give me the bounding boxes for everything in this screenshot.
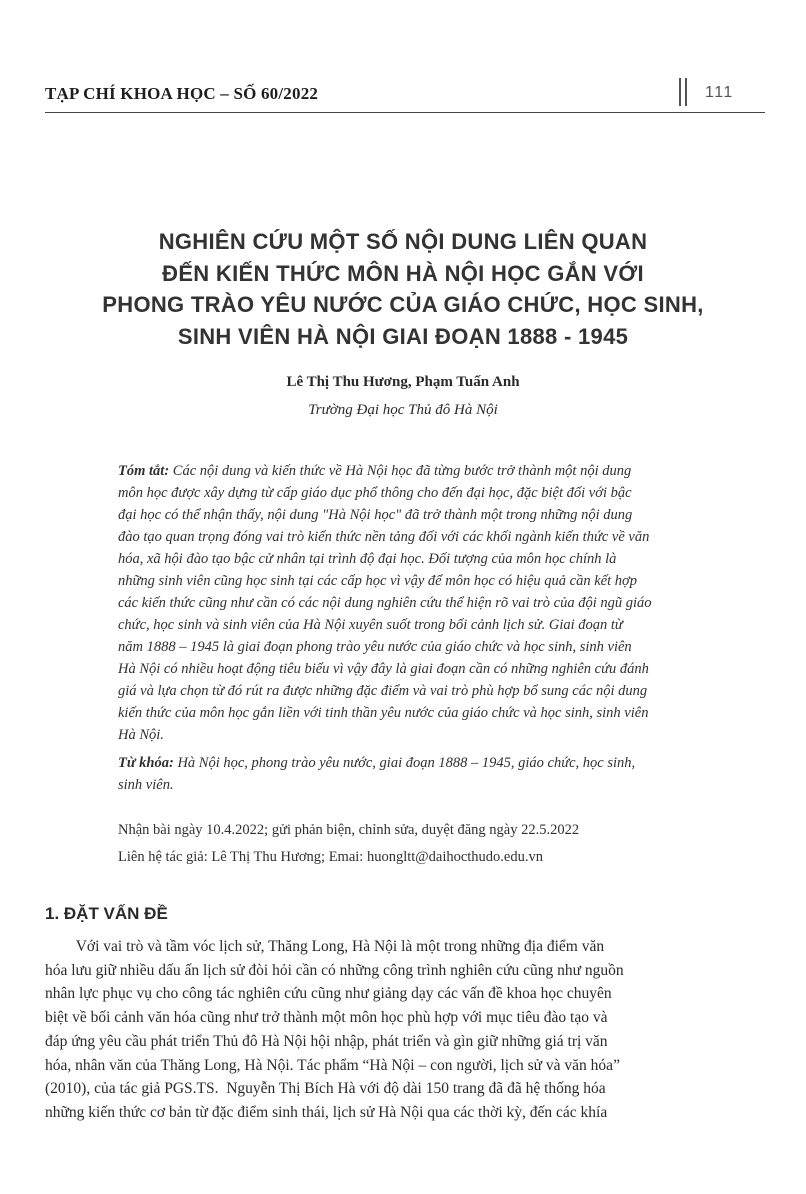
abstract-line: kiến thức của môn học gắn liền với tinh thần yêu nước của giáo chức và học sinh, sinh viên xyxy=(118,705,649,721)
body-line: những kiến thức cơ bản từ đặc điểm sinh thái, lịch sử Hà Nội qua các thời kỳ, đến các khía xyxy=(45,1103,608,1121)
abstract-line: Hà Nội. xyxy=(118,727,164,743)
title-line: SINH VIÊN HÀ NỘI GIAI ĐOẠN 1888 - 1945 xyxy=(177,323,629,349)
abstract-line: Hà Nội có nhiều hoạt động tiêu biểu vì vậy đây là giai đoạn cần có những nghiên cứu đánh xyxy=(118,661,649,677)
abstract-line: hóa, xã hội đào tạo bậc cử nhân tại trình độ đại học. Đối tượng của môn học chính là xyxy=(118,551,617,567)
keywords: Từ khóa: Hà Nội học, phong trào yêu nước, giai đoạn 1888 – 1945, giáo chức, học sinh, sinh viên. xyxy=(118,755,636,793)
title-line: PHONG TRÀO YÊU NƯỚC CỦA GIÁO CHỨC, HỌC SINH, xyxy=(102,292,704,317)
abstract xyxy=(118,460,746,746)
abstract-line: đào tạo quan trọng đóng vai trò kiến thức nền tảng đối với các khối ngành kiến thức về văn xyxy=(118,529,650,545)
abstract-label: Tóm tắt: xyxy=(118,463,170,479)
body-line: Với vai trò và tầm vóc lịch sử, Thăng Long, Hà Nội là một trong những địa điểm văn xyxy=(45,938,605,955)
author-contact: Liên hệ tác giả: Lê Thị Thu Hương; Emai: huongltt@daihocthudo.edu.vn xyxy=(118,849,543,865)
abstract-line: chức, học sinh và sinh viên của Hà Nội xuyên suốt trong bối cảnh lịch sử. Giai đoạn từ xyxy=(118,617,623,633)
body-line: hóa lưu giữ nhiều dấu ấn lịch sử đòi hỏi cần có những công trình nghiên cứu cũng như nguồn xyxy=(45,961,624,979)
abstract-line: giá và lựa chọn từ đó rút ra được những đặc điểm và vai trò phù hợp bổ sung các nội dung xyxy=(118,683,648,699)
article-title xyxy=(80,226,726,352)
section-body xyxy=(45,935,765,1125)
abstract-line: các kiến thức cũng như cần có các nội dung nghiên cứu thể hiện rõ vai trò của đội ngũ giáo xyxy=(118,595,652,611)
abstract-line: những sinh viên cũng học sinh tại các cấp học vì vậy để môn học có hiệu quả cần kết hợp xyxy=(118,573,637,589)
body-line: biệt về bối cảnh văn hóa cũng như trở thành một môn học phù hợp với mục tiêu đào tạo và xyxy=(45,1009,608,1027)
abstract-line: môn học được xây dựng từ cấp giáo dục phổ thông cho đến đại học, đặc biệt đối với bậc xyxy=(118,485,632,501)
page-number: 111 xyxy=(705,84,734,101)
body-line: đáp ứng yêu cầu phát triển Thủ đô Hà Nội hội nhập, phát triển và gìn giữ những giá trị văn xyxy=(45,1032,608,1050)
keywords-label: Từ khóa: xyxy=(118,755,174,771)
body-line: (2010), của tác giả PGS.TS. Nguyễn Thị Bích Hà với độ dài 150 trang đã đã hệ thống hóa xyxy=(45,1080,606,1098)
journal-title: TẠP CHÍ KHOA HỌC – SỐ 60/2022 xyxy=(45,84,319,103)
received-dates: Nhận bài ngày 10.4.2022; gửi phản biện, chỉnh sửa, duyệt đăng ngày 22.5.2022 xyxy=(118,822,580,838)
title-line: NGHIÊN CỨU MỘT SỐ NỘI DUNG LIÊN QUAN xyxy=(158,229,648,254)
abstract-line: năm 1888 – 1945 là giai đoạn phong trào yêu nước của giáo chức và học sinh, sinh viên xyxy=(118,639,632,655)
body-line: nhân lực phục vụ cho công tác nghiên cứu cũng như giảng dạy các vấn đề khoa học chuyên xyxy=(45,985,612,1003)
authors: Lê Thị Thu Hương, Phạm Tuấn Anh xyxy=(286,374,520,390)
affiliation: Trường Đại học Thủ đô Hà Nội xyxy=(308,402,498,418)
header-divider-bars xyxy=(679,78,689,106)
title-line: ĐẾN KIẾN THỨC MÔN HÀ NỘI HỌC GẮN VỚI xyxy=(162,260,644,286)
abstract-line: Tóm tắt: Các nội dung và kiến thức về Hà Nội học đã từng bước trở thành một nội dung xyxy=(118,463,632,479)
section-heading: 1. ĐẶT VẤN ĐỀ xyxy=(45,904,168,923)
header-rule xyxy=(45,112,765,113)
running-header xyxy=(45,84,765,110)
body-line: hóa, nhân văn của Thăng Long, Hà Nội. Tác phẩm “Hà Nội – con người, lịch sử và văn hóa” xyxy=(45,1056,620,1074)
abstract-line: đại học có thể nhận thấy, nội dung "Hà Nội học" đã trở thành một trong những nội dung xyxy=(118,507,633,523)
